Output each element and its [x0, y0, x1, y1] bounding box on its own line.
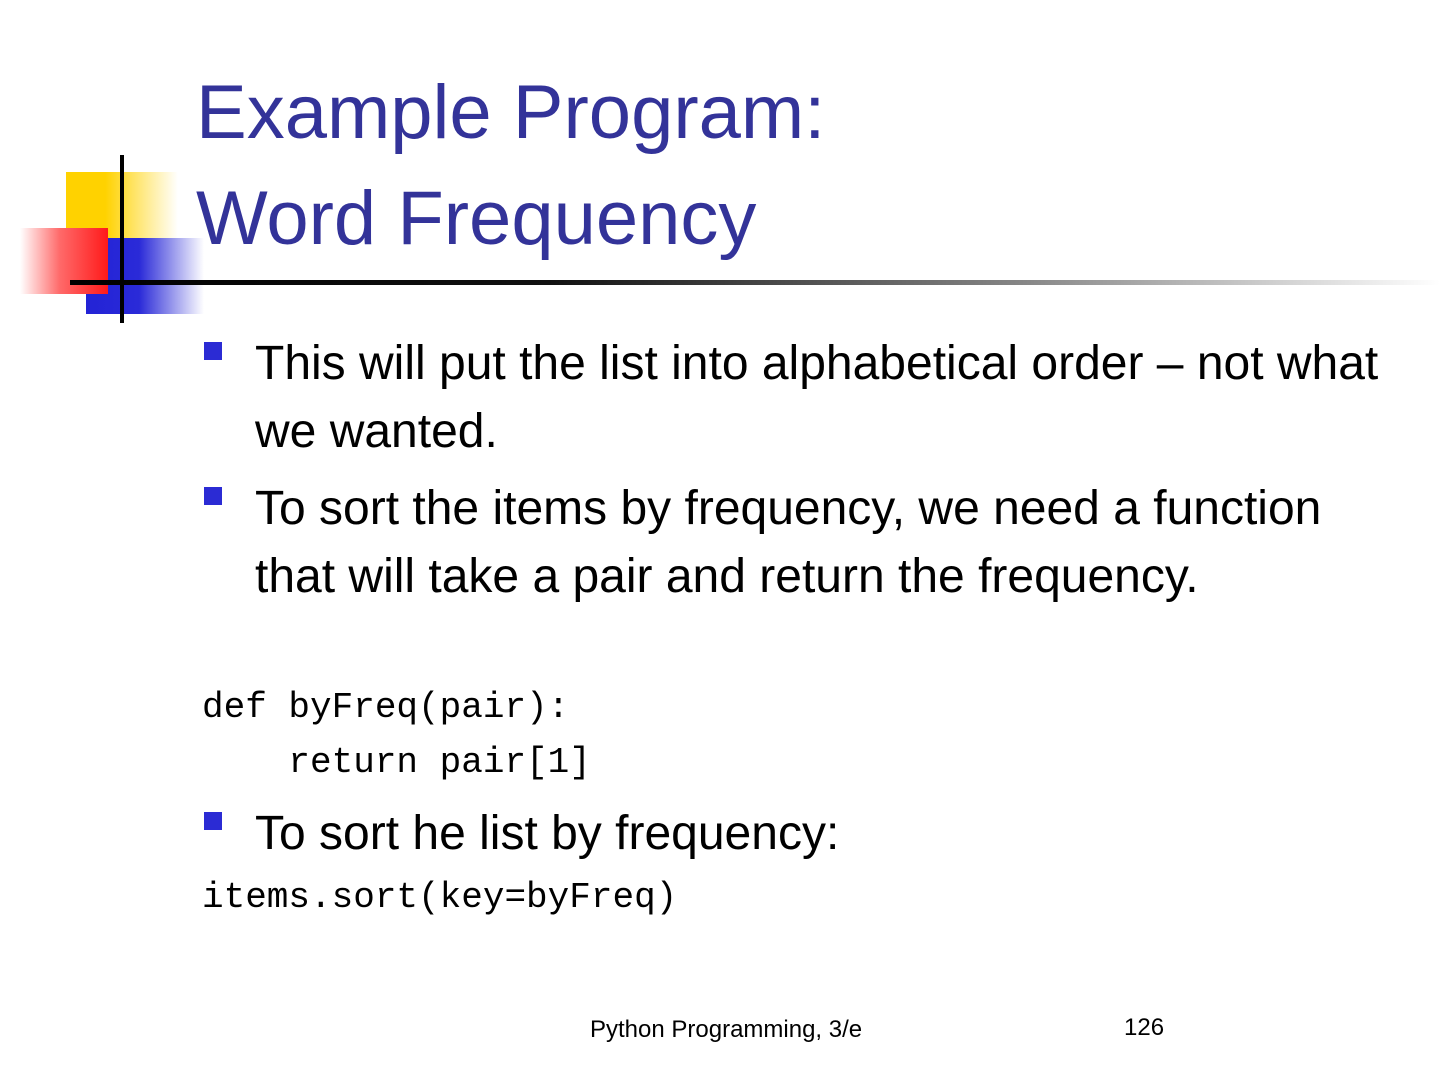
slide-title	[196, 60, 825, 272]
code-line: items.sort(key=byFreq)	[202, 877, 678, 918]
slide-title-line-2: Word Frequency	[196, 176, 757, 261]
bullet-text: This will put the list into alphabetical order – not what we wanted.	[255, 337, 1379, 458]
code-line: def byFreq(pair):	[202, 687, 570, 728]
vertical-rule-decoration	[120, 155, 124, 323]
square-bullet-icon	[204, 342, 222, 360]
square-bullet-icon	[204, 487, 222, 505]
bullet-text: To sort the items by frequency, we need a function that will take a pair and return the frequency.	[255, 482, 1322, 603]
bullet-text: To sort he list by frequency:	[255, 807, 840, 860]
slide-footer: Python Programming, 3/e	[590, 1016, 863, 1043]
slide-number: 126	[1124, 1014, 1165, 1041]
slide-title-line-1: Example Program:	[196, 70, 826, 155]
title-underline-rule	[70, 280, 1440, 285]
square-bullet-icon	[204, 812, 222, 830]
code-line: return pair[1]	[202, 742, 591, 783]
